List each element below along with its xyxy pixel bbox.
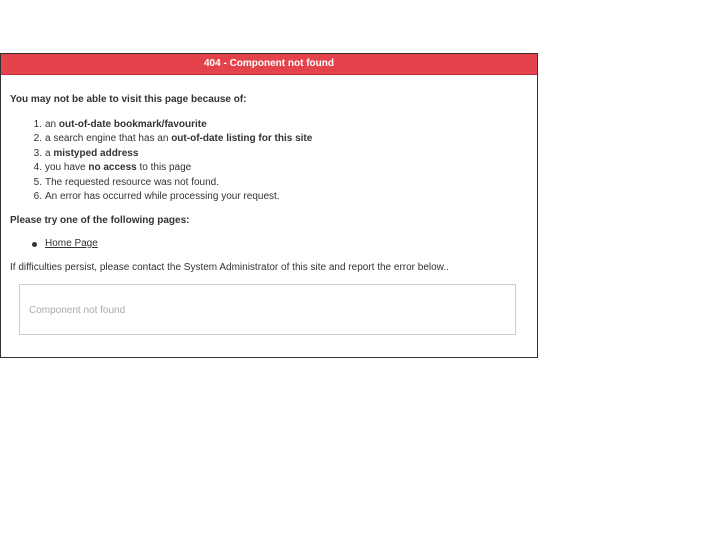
reasons-list [10, 118, 528, 205]
reason-item: The requested resource was not found. [45, 176, 219, 188]
error-title: 404 - Component not found [1, 54, 537, 75]
contact-text: If difficulties persist, please contact the System Administrator of this site and report the error below.. [10, 261, 449, 273]
reason-item: you have no access to this page [45, 162, 192, 173]
try-pages-heading: Please try one of the following pages: [10, 214, 190, 226]
error-detail-box: Component not found [19, 284, 516, 335]
reason-item: an out-of-date bookmark/favourite [45, 118, 207, 130]
error-body [1, 75, 537, 335]
pages-list [10, 237, 528, 252]
reason-item: a search engine that has an out-of-date listing for this site [45, 133, 313, 144]
reason-item: An error has occurred while processing your request. [45, 191, 280, 202]
reasons-heading: You may not be able to visit this page because of: [10, 94, 247, 105]
home-page-link[interactable]: Home Page [45, 238, 98, 249]
error-box [0, 53, 538, 358]
pages-list-item [45, 237, 528, 252]
reason-item: a mistyped address [45, 147, 139, 159]
